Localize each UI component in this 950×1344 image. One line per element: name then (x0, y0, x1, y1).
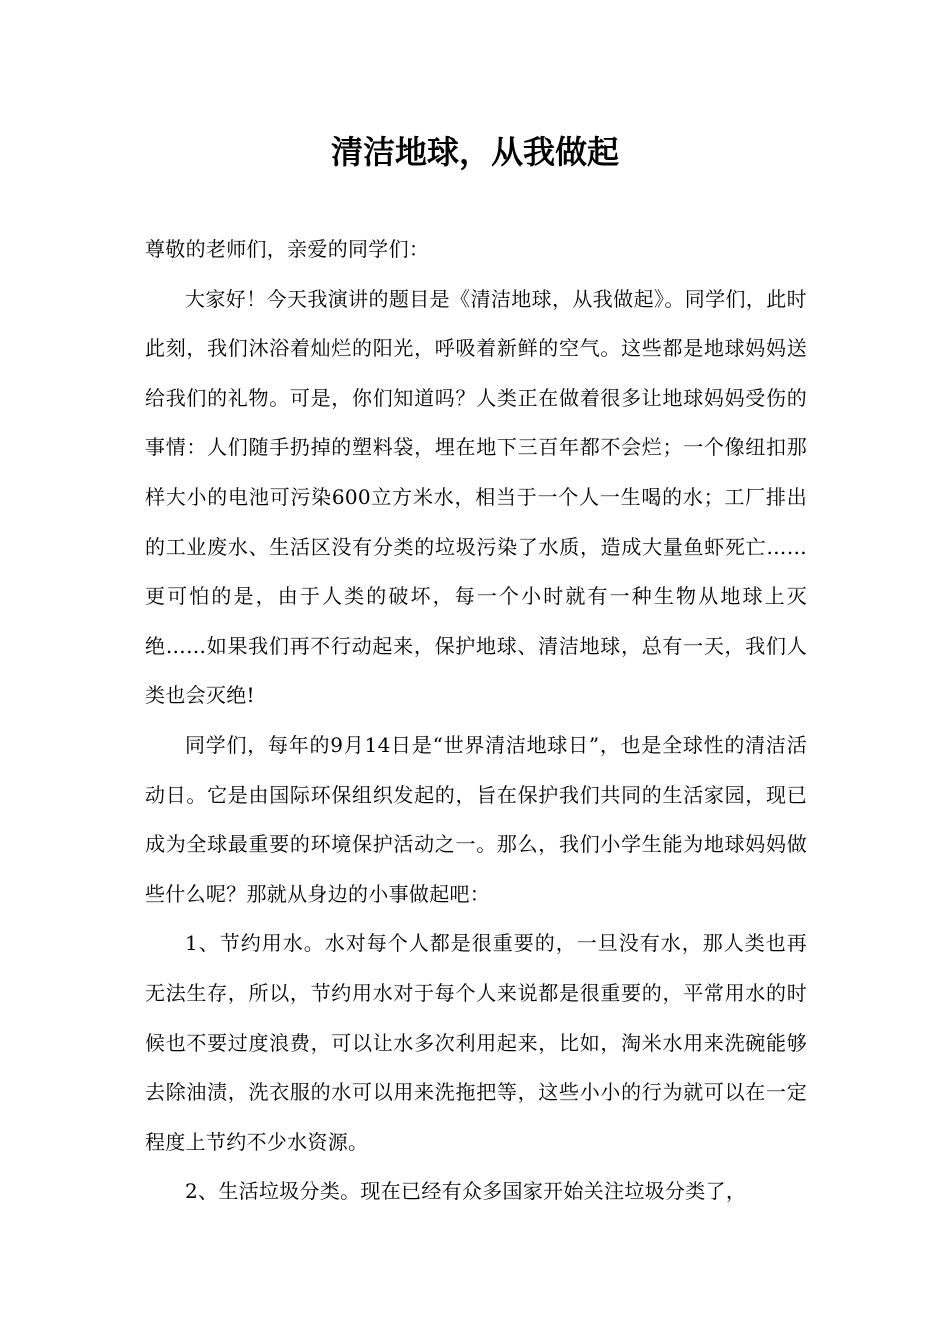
document-title: 清洁地球，从我做起 (330, 133, 619, 171)
document-body (145, 225, 807, 1217)
salutation: 尊敬的老师们，亲爱的同学们： (145, 237, 430, 261)
paragraph-earth-day: 同学们，每年的9月14日是“世界清洁地球日”，也是全球性的清洁活动日。它是由国际环保组织发起的，旨在保护我们共同的生活家园，现已成为全球最重要的环境保护活动之一。那么，我们小学生能为地球妈妈做些什么呢？那就从身边的小事做起吧： (145, 732, 807, 906)
paragraph-intro: 大家好！今天我演讲的题目是《清洁地球，从我做起》。同学们，此时此刻，我们沐浴着灿烂的阳光，呼吸着新鲜的空气。这些都是地球妈妈送给我们的礼物。可是，你们知道吗？人类正在做着很多让地球妈妈受伤的事情：人们随手扔掉的塑料袋，埋在地下三百年都不会烂；一个像纽扣那样大小的电池可污染600立方米水，相当于一个人一生喝的水；工厂排出的工业废水、生活区没有分类的垃圾污染了水质，造成大量鱼虾死亡……更可怕的是，由于人类的破坏，每一个小时就有一种生物从地球上灭绝……如果我们再不行动起来，保护地球、清洁地球，总有一天，我们人类也会灭绝! (145, 286, 807, 708)
paragraph-garbage-sorting: 2、生活垃圾分类。现在已经有众多国家开始关注垃圾分类了， (185, 1179, 747, 1204)
paragraph-save-water: 1、节约用水。水对每个人都是很重要的，一旦没有水，那人类也再无法生存，所以，节约用水对于每个人来说都是很重要的，平常用水的时候也不要过度浪费，可以让水多次利用起来，比如，淘米水用来洗碗能够去除油渍，洗衣服的水可以用来洗拖把等，这些小小的行为就可以在一定程度上节约不少水资源。 (145, 931, 807, 1154)
